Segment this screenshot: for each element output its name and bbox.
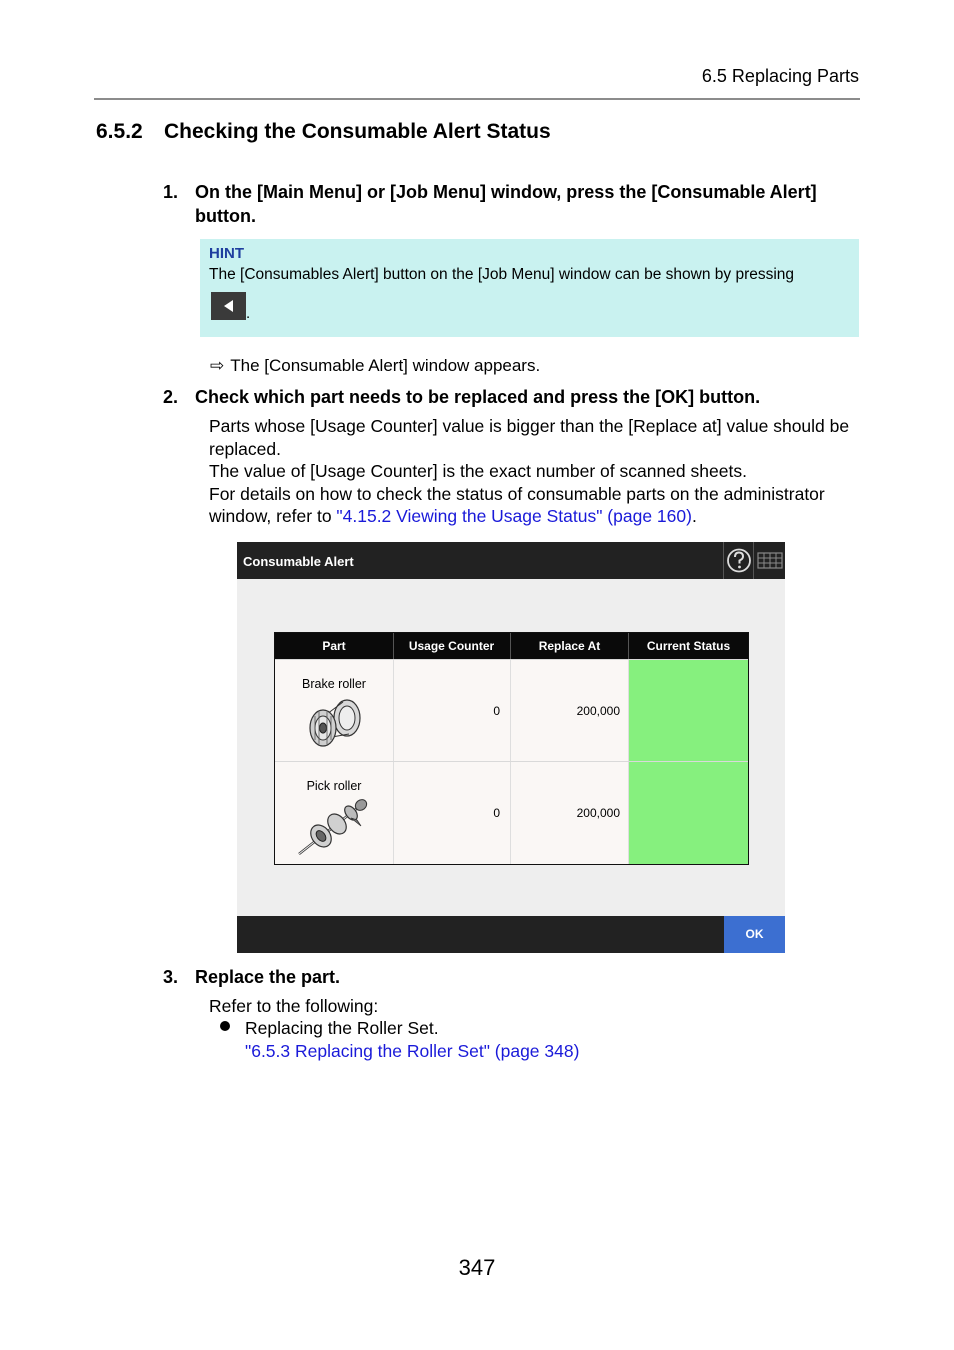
table-row: [275, 659, 748, 762]
result-arrow-icon: ⇨: [210, 356, 225, 375]
header-divider: [94, 98, 860, 100]
column-header-current-status: Current Status: [646, 639, 731, 653]
part-cell: [275, 660, 394, 762]
window-titlebar: [237, 542, 785, 579]
body-line: Parts whose [Usage Counter] value is bigger than the [Replace at] value should be replaced.: [209, 416, 850, 459]
replace-at-value: 200,000: [576, 806, 620, 820]
roller-set-link[interactable]: "6.5.3 Replacing the Roller Set" (page 348): [245, 1041, 580, 1061]
hint-box: [200, 239, 859, 337]
section-number: 6.5.2: [96, 120, 143, 143]
column-header-part: Part: [275, 633, 394, 659]
step-2: [163, 385, 863, 409]
usage-counter-value: 0: [493, 704, 500, 718]
help-icon[interactable]: [723, 542, 753, 579]
keyboard-icon[interactable]: [753, 542, 786, 579]
column-header-usage-counter: Usage Counter: [393, 633, 511, 659]
result-line: [210, 356, 540, 376]
result-text: The [Consumable Alert] window appears.: [230, 356, 541, 375]
step-3-intro: Refer to the following:: [209, 996, 379, 1016]
step-3: [163, 965, 863, 989]
step-number: 2.: [163, 387, 179, 407]
consumable-alert-window: [237, 542, 785, 953]
window-title: Consumable Alert: [243, 554, 354, 569]
table-row: [275, 761, 748, 864]
window-bottombar: [237, 916, 785, 953]
pick-roller-icon: [295, 794, 375, 858]
step-2-body: [209, 415, 859, 528]
body-line: The value of [Usage Counter] is the exact number of scanned sheets.: [209, 461, 747, 481]
part-cell: [275, 762, 394, 864]
back-arrow-icon: [211, 292, 246, 320]
usage-counter-cell: [393, 660, 511, 762]
step-1: [163, 180, 863, 228]
step-number: 3.: [163, 967, 179, 987]
step-number: 1.: [163, 182, 179, 202]
bullet-icon: [220, 1021, 230, 1031]
usage-counter-value: 0: [493, 806, 500, 820]
replace-at-value: 200,000: [576, 704, 620, 718]
table-header: [275, 633, 748, 659]
hint-trailing: .: [246, 305, 251, 322]
usage-status-link[interactable]: "4.15.2 Viewing the Usage Status" (page 160): [336, 506, 692, 526]
step-text: Replace the part.: [195, 967, 341, 987]
part-name: Pick roller: [306, 779, 362, 793]
hint-text: The [Consumables Alert] button on the [Job Menu] window can be shown by pressing: [209, 266, 795, 283]
ok-button[interactable]: OK: [724, 916, 785, 953]
section-title: Checking the Consumable Alert Status: [164, 120, 551, 143]
replace-at-cell: [511, 762, 629, 864]
current-status-cell: [629, 762, 748, 864]
part-name: Brake roller: [302, 677, 366, 691]
body-line: For details on how to check the status of consumable parts on the administrator window, refer to "4.15.2 Viewing the Usage Status" (page 160).: [209, 483, 825, 526]
hint-label: HINT: [209, 245, 244, 262]
bullet-text: Replacing the Roller Set.: [245, 1018, 439, 1038]
step-text: On the [Main Menu] or [Job Menu] window, press the [Consumable Alert] button.: [195, 182, 817, 226]
step-text: Check which part needs to be replaced and press the [OK] button.: [195, 387, 761, 407]
running-header: 6.5 Replacing Parts: [701, 66, 859, 86]
current-status-cell: [629, 660, 748, 762]
usage-counter-cell: [393, 762, 511, 864]
section-heading: [96, 120, 551, 144]
consumable-table: [274, 632, 749, 865]
replace-at-cell: [511, 660, 629, 762]
column-header-replace-at: Replace At: [511, 633, 629, 659]
page-number: 347: [458, 1255, 496, 1280]
brake-roller-icon: [303, 694, 367, 750]
